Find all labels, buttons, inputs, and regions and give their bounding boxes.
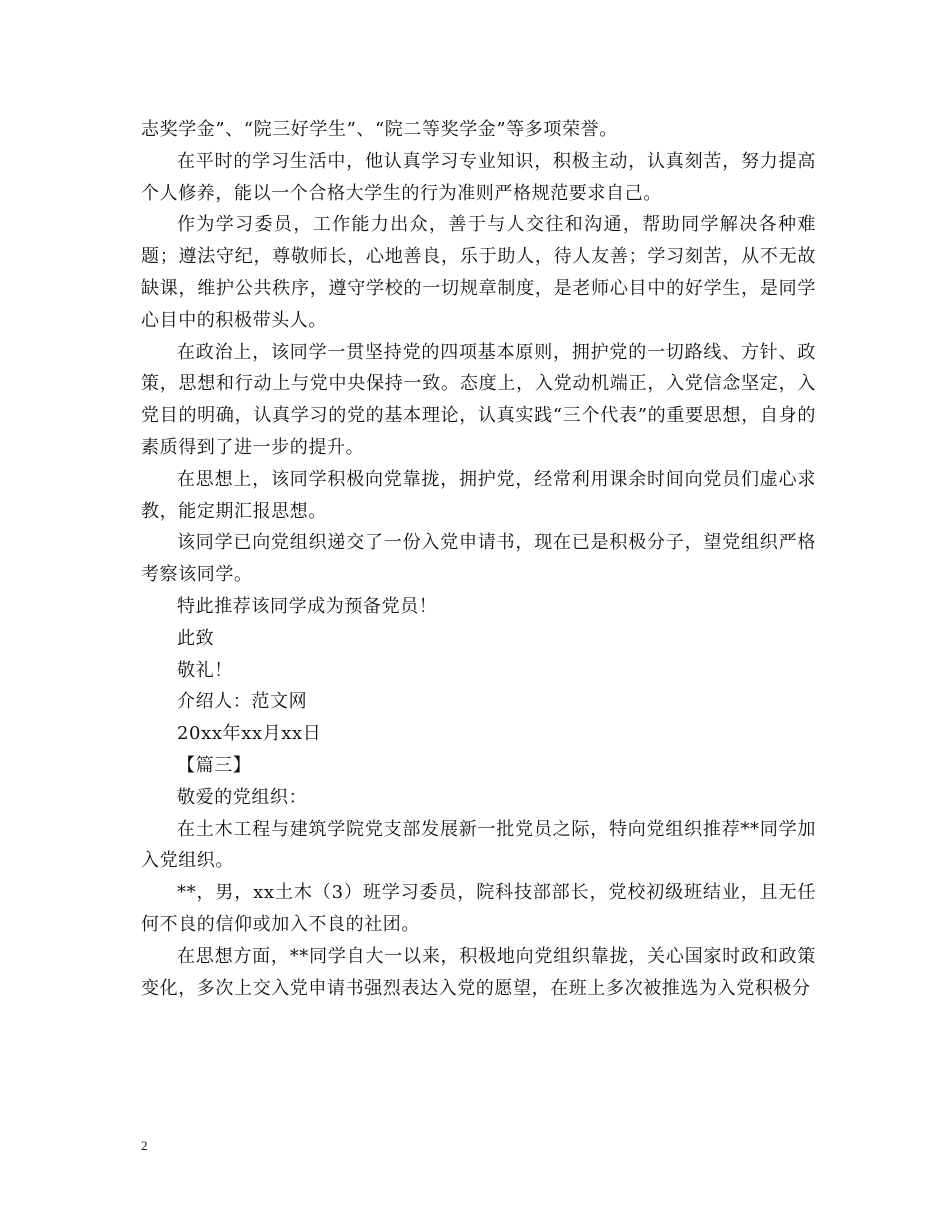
recommendation-line: 特此推荐该同学成为预备党员！ — [177, 595, 438, 617]
paragraph-1: 志奖学金”、“院三好学生”、“院二等奖学金”等多项荣誉。 — [141, 119, 618, 140]
paragraph-2: 在平时的学习生活中，他认真学习专业知识，积极主动，认真刻苦，努力提高个人修养，能以一个合格大学生的行为准则严格规范要求自己。 — [141, 150, 816, 204]
paragraph-16: 在思想方面，**同学自大一以来，积极地向党组织靠拢，关心国家时政和政策变化，多次上交入党申请书强烈表达入党的愿望，在班上多次被推选为入党积极分 — [141, 945, 816, 999]
paragraph-5: 在思想上，该同学积极向党靠拢，拥护党，经常利用课余时间向党员们虚心求教，能定期汇报思想。 — [141, 468, 816, 522]
closing-salutation: 此致 — [177, 627, 215, 649]
paragraph-14: 在土木工程与建筑学院党支部发展新一批党员之际，特向党组织推荐**同学加入党组织。 — [141, 818, 816, 872]
document-body — [141, 114, 816, 1004]
date-line: 20xx年xx月xx日 — [177, 723, 322, 745]
introducer-line: 介绍人：范文网 — [177, 691, 308, 713]
paragraph-3: 作为学习委员，工作能力出众，善于与人交往和沟通，帮助同学解决各种难题；遵法守纪，尊敬师长，心地善良，乐于助人，待人友善；学习刻苦，从不无故缺课，维护公共秩序，遵守学校的一切规章制度，是老师心目中的好学生，是同学心目中的积极带头人。 — [141, 214, 816, 331]
section-heading: 【篇三】 — [177, 754, 252, 776]
page-number: 2 — [141, 1138, 148, 1153]
paragraph-15: **，男，xx土木（3）班学习委员，院科技部部长，党校初级班结业，且无任何不良的信仰或加入不良的社团。 — [141, 882, 816, 935]
greeting-line: 敬爱的党组织： — [177, 786, 308, 808]
paragraph-4: 在政治上，该同学一贯坚持党的四项基本原则，拥护党的一切路线、方针、政策，思想和行动上与党中央保持一致。态度上，入党动机端正，入党信念坚定，入党目的明确，认真学习的党的基本理论，认真实践“三个代表”的重要思想，自身的素质得到了进一步的提升。 — [141, 341, 816, 458]
closing-regards: 敬礼！ — [177, 659, 233, 681]
paragraph-6: 该同学已向党组织递交了一份入党申请书，现在已是积极分子，望党组织严格考察该同学。 — [141, 532, 816, 586]
